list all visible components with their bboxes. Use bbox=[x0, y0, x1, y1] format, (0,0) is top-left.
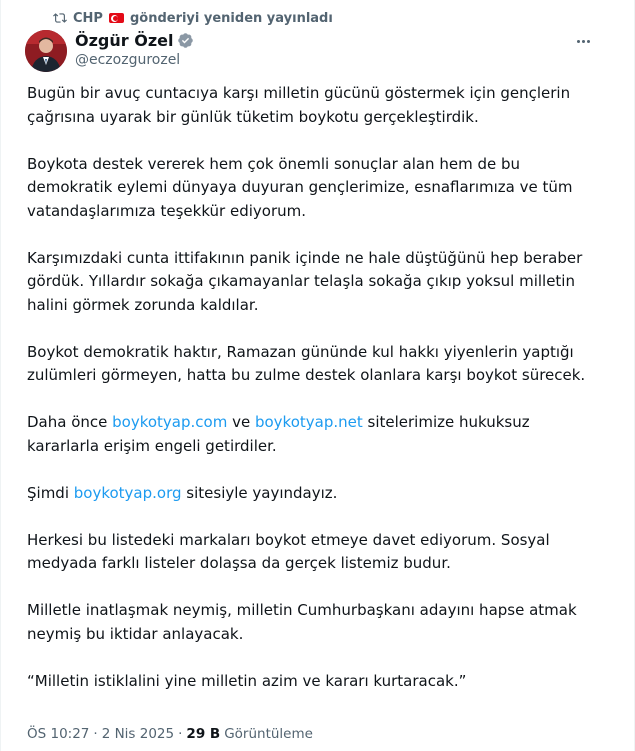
tweet-paragraph: Karşımızdaki cunta ittifakının panik içinde ne hale düştüğünü hep beraber gördük. Yıllardır sokağa çıkamayanlar telaşla sokağa çıkıp yoksul milletin halini görmek zorunda kaldılar. bbox=[27, 248, 583, 314]
tweet-paragraph bbox=[27, 482, 597, 506]
turkey-flag-icon bbox=[109, 13, 124, 23]
avatar[interactable] bbox=[25, 30, 67, 72]
tweet-text bbox=[27, 82, 597, 717]
author-name[interactable]: Özgür Özel bbox=[75, 31, 174, 50]
link-boykotyap-org[interactable]: boykotyap.org bbox=[73, 483, 182, 502]
tweet-text-segment: Şimdi bbox=[27, 483, 74, 502]
tweet-text-segment: ve bbox=[227, 413, 255, 431]
author-name-row[interactable] bbox=[75, 31, 194, 50]
tweet-paragraph: Herkesi bu listedeki markaları boykot etmeye davet ediyorum. Sosyal medyada farklı listeler dolaşsa da gerçek listemiz budur. bbox=[27, 530, 550, 572]
views-label: Görüntüleme bbox=[224, 726, 313, 742]
retweet-account[interactable]: CHP bbox=[73, 10, 103, 26]
meta-separator: · bbox=[93, 726, 98, 742]
avatar-image bbox=[25, 30, 67, 72]
verified-badge-icon[interactable] bbox=[177, 32, 194, 49]
link-boykotyap-com[interactable]: boykotyap.com bbox=[112, 413, 228, 431]
tweet-paragraph: Boykot demokratik haktır, Ramazan gününde kul hakkı yiyenlerin yaptığı zulümleri görmeyen, hatta bu zulme destek olanlara karşı boykot sürecek. bbox=[27, 342, 586, 384]
link-boykotyap-net[interactable]: boykotyap.net bbox=[254, 413, 363, 431]
tweet-paragraph: “Milletin istiklalini yine milletin azim ve kararı kurtaracak.” bbox=[27, 671, 467, 690]
views-count: 29 B bbox=[186, 726, 221, 742]
tweet-time[interactable]: ÖS 10:27 bbox=[27, 726, 90, 742]
tweet-paragraph: Milletle inatlaşmak neymiş, milletin Cumhurbaşkanı adayını hapse atmak neymiş bu iktidar anlayacak. bbox=[27, 601, 577, 643]
tweet-paragraph bbox=[27, 411, 597, 458]
tweet-paragraph: Boykota destek vererek hem çok önemli sonuçlar alan hem de bu demokratik eylemi dünyaya duyuran gençlerimize, esnaflarımıza ve tüm vatandaşlarımıza teşekkür ediyorum. bbox=[27, 154, 573, 220]
more-dot bbox=[587, 40, 590, 43]
tweet-date[interactable]: 2 Nis 2025 bbox=[101, 726, 175, 742]
author-handle[interactable]: @eczozgurozel bbox=[75, 52, 181, 68]
more-dot bbox=[577, 40, 580, 43]
more-options-icon[interactable] bbox=[572, 32, 594, 50]
tweet-text-segment: sitesiyle yayındayız. bbox=[181, 483, 338, 502]
retweet-context[interactable] bbox=[53, 8, 333, 28]
meta-separator: · bbox=[178, 726, 183, 742]
tweet-text-segment: Daha önce bbox=[27, 413, 113, 431]
retweet-text: gönderiyi yeniden yayınladı bbox=[129, 10, 333, 26]
tweet-text-segment: sitelerimize hukuksuz kararlarla erişim engeli getirdiler. bbox=[27, 413, 530, 455]
tweet-meta bbox=[27, 726, 313, 742]
tweet-paragraph: Bugün bir avuç cuntacıya karşı milletin gücünü göstermek için gençlerin çağrısına uyarak bir günlük tüketim boykotu gerçekleştirdik. bbox=[27, 84, 571, 126]
more-dot bbox=[582, 40, 585, 43]
retweet-icon bbox=[53, 11, 67, 25]
